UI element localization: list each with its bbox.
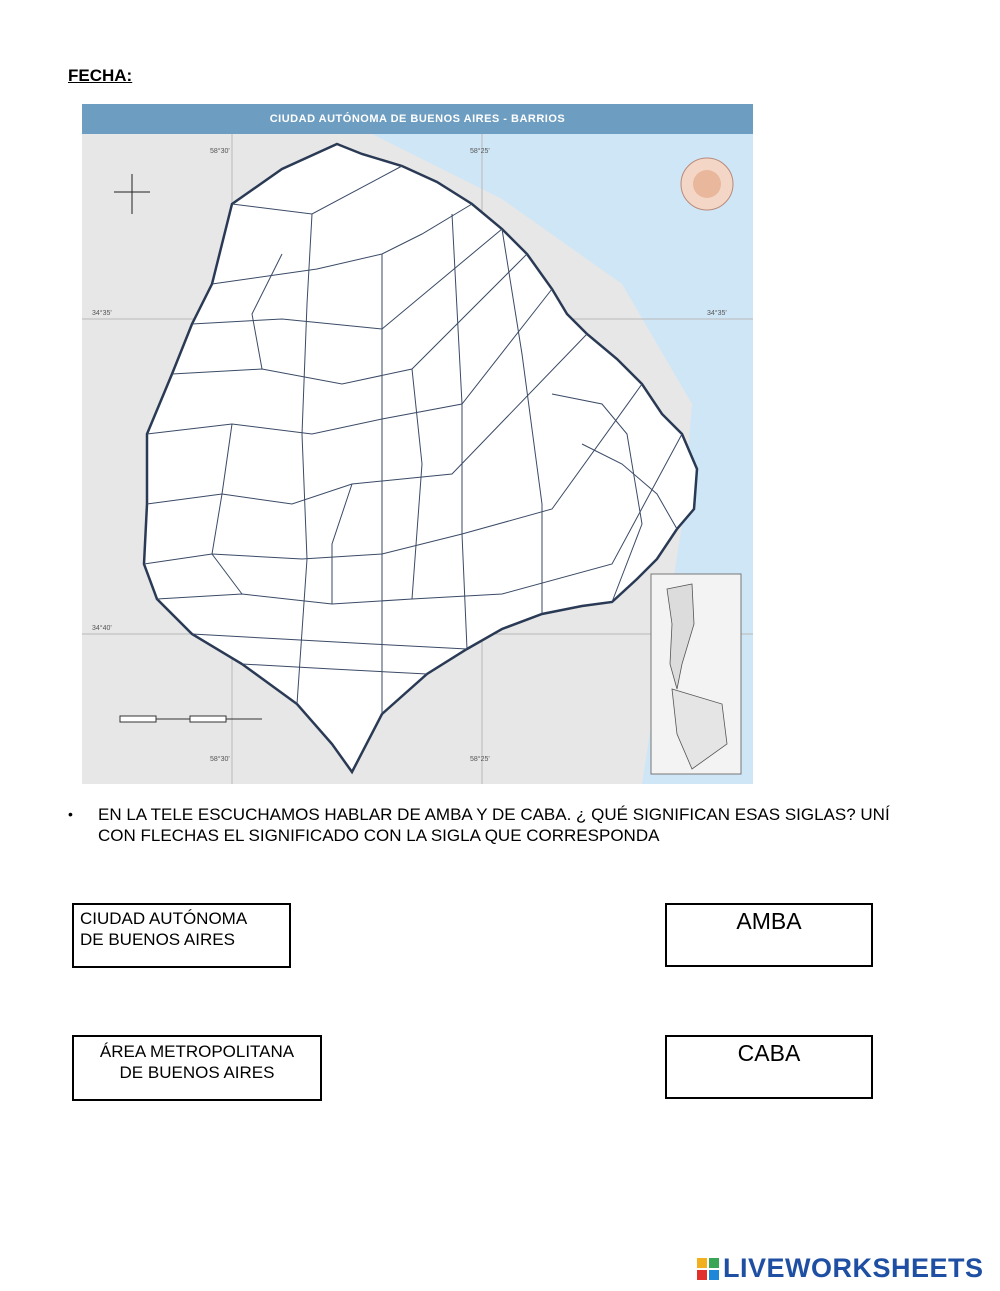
acronym-label: CABA (737, 1040, 801, 1066)
coord-label: 58°30' (210, 148, 230, 155)
bullet: • (68, 806, 73, 822)
acronym-box-amba[interactable] (665, 903, 873, 967)
instruction-text: EN LA TELE ESCUCHAMOS HABLAR DE AMBA Y DE CABA. ¿ QUÉ SIGNIFICAN ESAS SIGLAS? UNÍ CON FLECHAS EL SIGNIFICADO CON LA SIGLA QUE CORRESPONDA (98, 805, 890, 845)
logo-icon (697, 1258, 719, 1280)
date-label: FECHA: (68, 66, 133, 85)
coord-label: 58°25' (470, 148, 490, 155)
map-title: CIUDAD AUTÓNOMA DE BUENOS AIRES - BARRIOS (269, 113, 566, 125)
meaning-line: CIUDAD AUTÓNOMA (80, 909, 248, 928)
acronym-box-caba[interactable] (665, 1035, 873, 1099)
meaning-line: DE BUENOS AIRES (119, 1063, 275, 1082)
meaning-box-amba[interactable] (72, 1035, 322, 1101)
coord-label: 58°25' (470, 756, 490, 763)
meaning-line: DE BUENOS AIRES (80, 930, 235, 949)
meaning-box-caba[interactable] (72, 903, 291, 968)
coord-label: 34°35' (92, 310, 112, 317)
coord-label: 34°40' (92, 625, 112, 632)
acronym-label: AMBA (736, 908, 802, 934)
brand-name: LIVEWORKSHEETS (723, 1253, 984, 1283)
liveworksheets-logo (697, 1253, 984, 1284)
instruction-item (68, 804, 928, 846)
caba-map (82, 104, 753, 784)
map-graphic (82, 104, 753, 784)
coord-label: 34°35' (707, 310, 727, 317)
meaning-line: ÁREA METROPOLITANA (99, 1042, 295, 1061)
coord-label: 58°30' (210, 756, 230, 763)
